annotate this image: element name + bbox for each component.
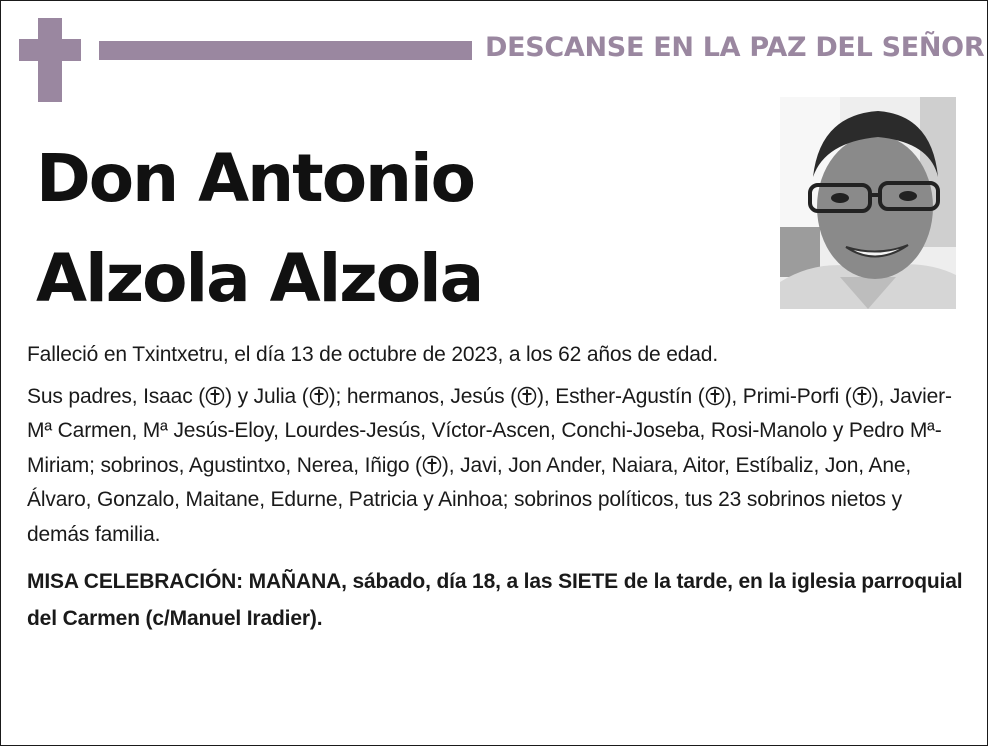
obituary-text — [27, 339, 967, 637]
latin-cross-icon — [705, 386, 725, 406]
death-notice: Falleció en Txintxetru, el día 13 de octubre de 2023, a los 62 años de edad. — [27, 343, 719, 366]
family-list: Sus padres, Isaac ( ) y Julia ( ); hermanos, Jesús ( ), Esther-Agustín ( ), Primi-Porfi ( ), Javier-Mª Carmen, Mª Jesús-Eloy, Lourdes-Jesús, Víctor-Ascen, Conchi-Joseba, Rosi-Manolo y Pedro Mª-Miriam; sobrinos, Agustintxo, Nerea, Iñigo ( ), Javi, Jon Ander, Naiara, Aitor, Estíbaliz, Jon, Ane, Álvaro, Gonzalo, Maitane, Edurne, Patricia y Ainhoa; sobrinos políticos, tus 23 sobrinos nietos y demás familia. — [27, 385, 952, 546]
name-line-2: Alzola Alzola — [36, 240, 483, 317]
name-line-1: Don Antonio — [36, 140, 475, 217]
portrait-photo — [780, 97, 956, 309]
mass-notice: MISA CELEBRACIÓN: MAÑANA, sábado, día 18, a las SIETE de la tarde, en la iglesia parroquial del Carmen (c/Manuel Iradier). — [27, 570, 963, 631]
latin-cross-icon — [422, 455, 442, 475]
deceased-name — [36, 129, 736, 329]
latin-cross-icon — [205, 386, 225, 406]
portrait-image — [780, 97, 956, 309]
header-rule — [99, 41, 472, 60]
latin-cross-icon — [852, 386, 872, 406]
latin-cross-icon — [517, 386, 537, 406]
latin-cross-icon — [309, 386, 329, 406]
cross-icon-bar — [19, 39, 81, 61]
header-title: DESCANSE EN LA PAZ DEL SEÑOR — [485, 32, 985, 63]
